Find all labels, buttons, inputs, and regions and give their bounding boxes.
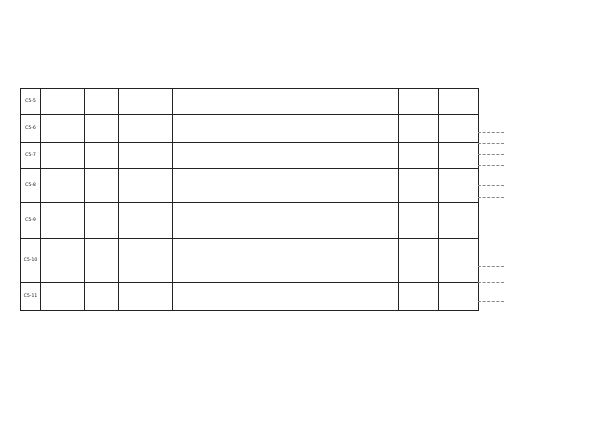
row-id: C5-9 (21, 203, 41, 239)
project-name (41, 169, 85, 203)
project-scale (85, 283, 119, 311)
project-name (41, 89, 85, 115)
table-row (21, 283, 479, 311)
responsible-unit[interactable] (119, 283, 173, 311)
investment (399, 203, 439, 239)
responsible-unit[interactable] (119, 115, 173, 143)
project-name (41, 283, 85, 311)
comment-leader (478, 282, 504, 283)
investment (399, 169, 439, 203)
row-id: C5-8 (21, 169, 41, 203)
comment-leader (478, 185, 504, 186)
project-name (41, 239, 85, 283)
completion-year (439, 283, 479, 311)
completion-year (439, 203, 479, 239)
project-scale (85, 115, 119, 143)
project-name (41, 115, 85, 143)
construction-content (173, 283, 399, 311)
responsible-unit[interactable] (119, 89, 173, 115)
investment (399, 115, 439, 143)
table-row (21, 89, 479, 115)
comment-leader (478, 165, 504, 166)
investment (399, 283, 439, 311)
completion-year (439, 143, 479, 169)
comment-leader (478, 266, 504, 267)
comment-leader (478, 143, 504, 144)
project-scale (85, 143, 119, 169)
completion-year (439, 115, 479, 143)
completion-year (439, 169, 479, 203)
completion-year (439, 89, 479, 115)
table-row (21, 143, 479, 169)
row-id: C5-6 (21, 115, 41, 143)
construction-content (173, 239, 399, 283)
project-name (41, 203, 85, 239)
table-row (21, 239, 479, 283)
construction-content (173, 143, 399, 169)
completion-year (439, 239, 479, 283)
responsible-unit[interactable] (119, 239, 173, 283)
row-id: C5-5 (21, 89, 41, 115)
responsible-unit[interactable] (119, 203, 173, 239)
construction-content (173, 115, 399, 143)
comment-leader (478, 301, 504, 302)
investment (399, 89, 439, 115)
row-id: C5-7 (21, 143, 41, 169)
investment (399, 239, 439, 283)
project-scale (85, 89, 119, 115)
project-table (20, 88, 479, 311)
construction-content (173, 169, 399, 203)
project-name (41, 143, 85, 169)
responsible-unit[interactable] (119, 143, 173, 169)
table-row (21, 203, 479, 239)
row-id: C5-11 (21, 283, 41, 311)
investment (399, 143, 439, 169)
project-scale (85, 239, 119, 283)
comment-leader (478, 132, 504, 133)
responsible-unit[interactable] (119, 169, 173, 203)
construction-content (173, 203, 399, 239)
comment-leader (478, 154, 504, 155)
comment-leader (478, 197, 504, 198)
project-scale (85, 203, 119, 239)
comment-margin (478, 88, 600, 340)
table-row (21, 169, 479, 203)
construction-content (173, 89, 399, 115)
project-scale (85, 169, 119, 203)
table-row (21, 115, 479, 143)
row-id: C5-10 (21, 239, 41, 283)
